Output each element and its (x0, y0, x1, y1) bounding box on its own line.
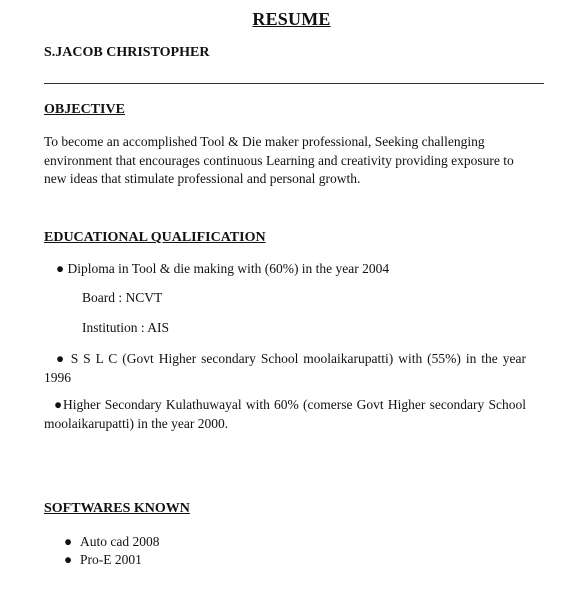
bullet-dot: ● (64, 534, 73, 549)
list-item (62, 551, 159, 569)
bullet-dot: ● (56, 351, 66, 366)
education-heading: EDUCATIONAL QUALIFICATION (44, 230, 266, 245)
sslc-text: S S L C (Govt Higher secondary School moolaikarupatti) with (55%) in the year 1996 (44, 351, 526, 385)
bullet-dot: ● (54, 397, 63, 412)
candidate-name: S.JACOB CHRISTOPHER (44, 45, 210, 60)
diploma-text: Diploma in Tool & die making with (60%) in the year 2004 (67, 261, 390, 276)
hsc-text: Higher Secondary Kulathuwayal with 60% (comerse Govt Higher secondary School moolaikarupatti) in the year 2000. (44, 397, 527, 431)
list-item (62, 533, 159, 551)
software-list (62, 533, 159, 568)
software-item: Pro-E 2001 (80, 551, 142, 567)
resume-title: RESUME (252, 9, 331, 29)
objective-heading: OBJECTIVE (44, 102, 125, 117)
software-heading: SOFTWARES KNOWN (44, 501, 190, 516)
header-divider (44, 83, 544, 84)
diploma-board: Board : NCVT (82, 290, 163, 305)
software-item: Auto cad 2008 (80, 534, 160, 549)
education-item-diploma (56, 261, 389, 277)
diploma-institution: Institution : AIS (82, 320, 170, 335)
education-item-hsc (44, 396, 526, 433)
bullet-dot: ● (64, 551, 73, 567)
objective-text: To become an accomplished Tool & Die maker professional, Seeking challenging environment that encourages continuous Learning and creativity providing exposure to new ideas that stimulate professional and personal growth. (44, 134, 514, 186)
bullet-dot: ● (56, 261, 65, 276)
education-item-sslc (44, 350, 526, 387)
